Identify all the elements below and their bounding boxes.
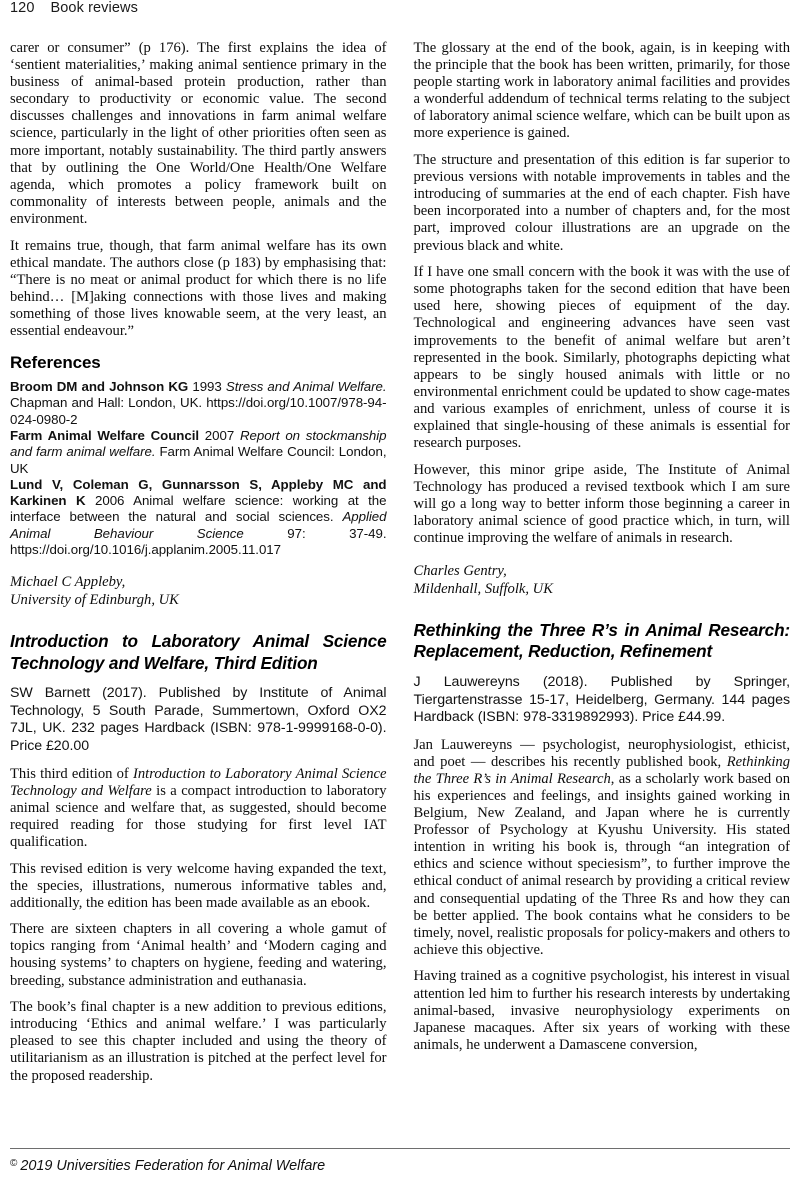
review-signature xyxy=(10,574,387,609)
page-number: 120 xyxy=(10,0,35,16)
references-heading: References xyxy=(10,353,101,373)
reference-title: Stress and Animal Welfare. xyxy=(225,379,387,395)
publication-details: J Lauwereyns (2018). Published by Springer, Tiergartenstrasse 15-17, Heidelberg, Germany. 144 pages Hardback (ISBN: 978-3319892993). Price £44.99. xyxy=(413,673,790,726)
reference-volume-pages: 97: 37-49. xyxy=(287,525,387,541)
reference-entry xyxy=(10,477,387,558)
paragraph: carer or consumer” (p 176). The first explains the idea of ‘sentient materialities,’ making animal sentience primary in the business of animal-based protein production, rather than secondary to productivity or economic value. The second discusses challenges and innovations in farm animal welfare science, particularly in the light of other priorities often seen as more important, notably sustainability. The third partly answers that by outlining the One World/One Health/One Welfare agenda, which promotes a policy framework built on commonality of interests between people, animals and the environment. xyxy=(10,40,387,227)
signature-affiliation: Mildenhall, Suffolk, UK xyxy=(413,580,553,597)
reference-title: Report on stockmanship and farm animal welfare. xyxy=(10,427,387,460)
reference-authors: Lund V, Coleman G, Gunnarsson S, Appleby MC and Karkinen K xyxy=(10,476,387,509)
right-column xyxy=(414,40,791,1094)
paragraph: However, this minor gripe aside, The Institute of Animal Technology has produced a revised textbook which I am sure will go a long way to better inform those beginning a career in laboratory animal science of good practice which, in turn, will continue improving the welfare of animals in research. xyxy=(413,461,790,547)
reference-year: 2006 xyxy=(95,493,125,509)
paragraph: There are sixteen chapters in all covering a whole gamut of topics ranging from ‘Animal health’ and ‘Modern caging and housing systems’ to chapters on hygiene, feeding and watering, breeding, substance administration and euthanasia. xyxy=(10,921,387,989)
paragraph: This revised edition is very welcome having expanded the text, the species, illustrations, numerous informative tables and, additionally, the edition has been made available as an ebook. xyxy=(10,860,387,911)
paragraph: This third edition of Introduction to Laboratory Animal Science Technology and Welfare is a compact introduction to laboratory animal science and welfare that, as suggested, should become required reading for those studying for first level IAT qualification. xyxy=(10,765,387,850)
publication-details: SW Barnett (2017). Published by Institute of Animal Technology, 5 South Parade, Summertown, Oxford OX2 7JL, UK. 232 pages Hardback (ISBN: 978-1-9999168-0-0). Price £20.00 xyxy=(10,685,387,754)
review-signature xyxy=(414,563,791,598)
paragraph: The glossary at the end of the book, again, is in keeping with the principle that the book has been written, primarily, for those people starting work in laboratory animal facilities and provides a wonderful addendum of technical terms relating to the subject of laboratory animal science welfare, which can be built upon as more experience is gained. xyxy=(413,40,790,142)
running-head xyxy=(10,0,138,16)
reference-title: Animal welfare science: working at the interface between the natural and social sciences. xyxy=(10,493,387,525)
signature-name: Michael C Appleby, xyxy=(10,574,126,591)
paragraph: It remains true, though, that farm animal welfare has its own ethical mandate. The authors close (p 183) by emphasising that: “There is no meat or animal product for which there is no life behind… [M]aking connections with those lives and making something of those lives knowable seem, at the very least, an essential endeavour.” xyxy=(10,237,387,339)
signature-affiliation: University of Edinburgh, UK xyxy=(10,591,179,608)
signature-name: Charles Gentry, xyxy=(413,563,507,580)
reference-source: Chapman and Hall: London, UK. https://doi.org/10.1007/978-94-024-0980-2 xyxy=(10,395,387,427)
reference-journal: Applied Animal Behaviour Science xyxy=(10,509,387,541)
paragraph: The book’s final chapter is a new addition to previous editions, introducing ‘Ethics and animal welfare.’ I was particularly pleased to see this chapter included and using the theory of utilitarianism as an illustration is pitched at the perfect level for the proposed readership. xyxy=(10,999,387,1084)
reference-authors: Farm Animal Welfare Council xyxy=(10,427,199,443)
reference-source: Farm Animal Welfare Council: London, UK xyxy=(10,444,387,476)
copyright-icon: © xyxy=(10,1158,18,1169)
left-column xyxy=(10,40,387,1094)
paragraph: Having trained as a cognitive psychologist, his interest in visual attention led him to further his research interests by undertaking animal-based, invasive neurophysiology experiments on Japanese macaques. After six years of working with these animals, he underwent a Damascene conversion, xyxy=(413,968,790,1053)
paragraph: The structure and presentation of this edition is far superior to previous versions with notable improvements in tables and the introducing of summaries at the end of each chapter. Fish have been incorporated into a number of chapters and, for the most part, improved colour illustrations are an upgrade on the previous black and white. xyxy=(413,152,790,254)
paragraph: If I have one small concern with the book it was with the use of some photographs taken for the second edition that have been used here, showing pieces of equipment of the day. Technological and engineering advances have seen vast improvements to the benefit of animal welfare but aren’t represented in the book. Similarly, photographs depicting what appears to be singly housed animals with little or no environmental enrichment could be updated to show cage-mates and various examples of enrichment, unless of course it is explained that single-housing of these animals is essential for research purposes. xyxy=(413,264,790,452)
reference-entry xyxy=(10,379,387,428)
footer-copyright-text: 2019 Universities Federation for Animal Welfare xyxy=(20,1158,326,1174)
footer-divider xyxy=(10,1148,790,1149)
two-column-body xyxy=(10,40,790,1094)
reference-year: 1993 xyxy=(192,379,222,395)
reference-entry xyxy=(10,428,387,477)
running-title: Book reviews xyxy=(50,0,138,16)
reference-year: 2007 xyxy=(204,427,235,443)
footer-copyright xyxy=(10,1158,325,1174)
book-review-title: Introduction to Laboratory Animal Science Technology and Welfare, Third Edition xyxy=(10,631,387,673)
paragraph: Jan Lauwereyns — psychologist, neurophysiologist, ethicist, and poet — describes his recently published book, Rethinking the Three R’s in Animal Research, as a scholarly work based on his experiences and feelings, and insights gained working in Belgium, New Zealand, and Japan where he is currently Professor of Psychology at Kyushu University. His stated intention in writing his book is, through “an integration of ethics and science without speciesism”, to further improve the ethical conduct of animal research by providing a critical review and consequential updating of the Three Rs and how they can be better applied. The book contains what he considers to be timely, novel, realistic proposals for policy-makers and others to achieve this objective. xyxy=(413,736,791,958)
reference-doi: https://doi.org/10.1016/j.applanim.2005.11.017 xyxy=(10,542,281,558)
book-review-title: Rethinking the Three R’s in Animal Research: Replacement, Reduction, Refinement xyxy=(413,619,790,662)
reference-authors: Broom DM and Johnson KG xyxy=(10,379,189,395)
